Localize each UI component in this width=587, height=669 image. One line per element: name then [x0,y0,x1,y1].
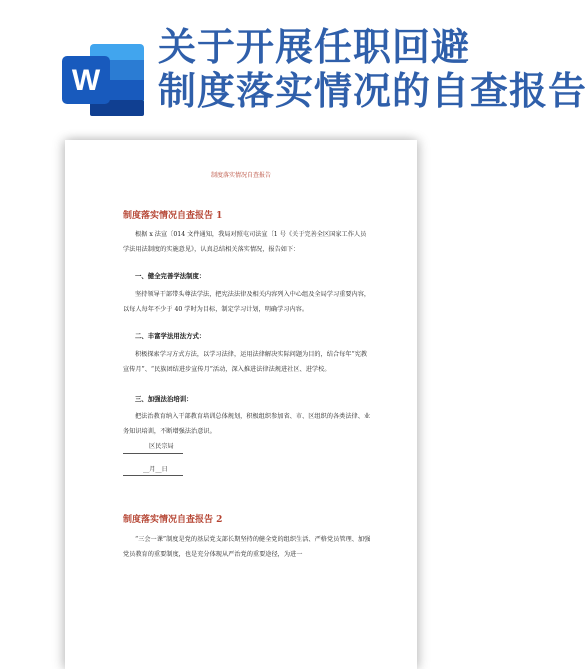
date-underline [123,475,183,476]
section-3-title: 三、加强法治培训： [135,395,193,403]
signature-org: 区民宗局 [149,443,174,450]
report-2-heading: 制度落实情况自查报告 2 [123,515,223,525]
section-2-title: 二、丰富学法用法方式： [135,332,206,340]
section-1-title: 一、健全完善学法制度： [135,272,206,280]
document-page [65,140,417,669]
report-1-intro: 根据 x 法宣〔014 文件通知，我局对照屯司法宣〔1 号《关于完善全区国家工作人员学法用法制度的实施意见》，认真总结相关落实情况，报告如下： [123,231,367,253]
section-1-text: 坚持领导干部带头尊法学法，把宪法法律及相关内容列入中心组及全局学习重要内容，以每人每年不少于 40 学时为目标，制定学习计划，明确学习内容。 [123,291,371,313]
word-icon-letter: W [71,64,101,97]
signature-date: __月__日 [143,466,168,473]
section-2-text: 积极探索学习方式方法，以学习法律，运用法律解决实际问题为目的，结合每年“宪教宣传月”、“民族团结进步宣传月”活动，深入推进法律法规进社区、进学校。 [123,351,368,373]
report-2-text: “三会一课”制度是党的基层党支部长期坚持的健全党的组织生活、严格党员管理、加强党员教育的重要制度，也是充分体现从严治党的重要途径，为进一 [123,536,371,558]
signature-underline [123,453,183,454]
word-app-icon [62,38,148,122]
banner-title [158,25,587,113]
banner-title-line-2: 制度落实情况的自查报告 [158,69,587,113]
report-1-heading: 制度落实情况自查报告 1 [123,211,223,221]
document-header: 制度落实情况自查报告 [210,172,271,179]
section-3-text: 把法治教育纳入干部教育培训总体规划，积极组织参加省、市、区组织的各类法律、业务知识培训，不断增强法治意识。 [123,413,371,435]
banner-title-line-1: 关于开展任职回避 [158,25,471,69]
